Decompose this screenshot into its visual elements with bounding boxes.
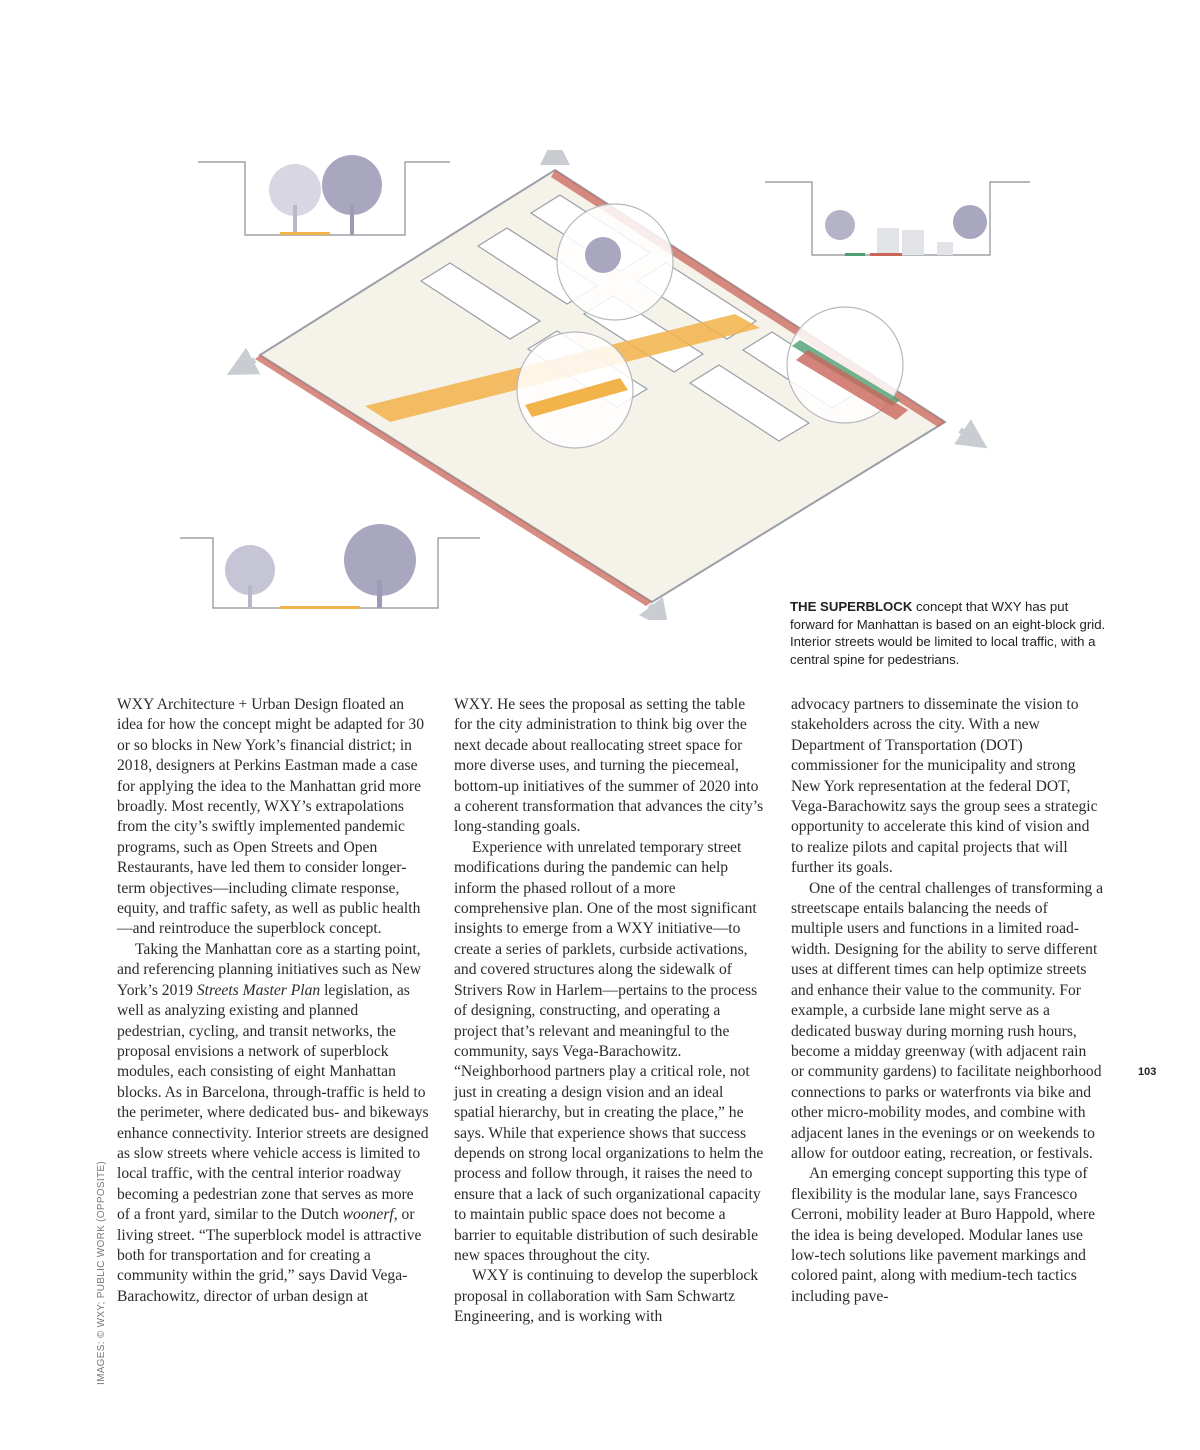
superblock-illustration (180, 150, 1050, 620)
paragraph-text: legislation, as well as analyzing existing and planned pedestrian, cycling, and transit networks, the proposal envisions a network of superblock modules, each consisting of eight Manhattan blocks. As in Barcelona, through-traffic is held to the perimeter, where dedicated bus- and bikeways enhance connectivity. Interior streets are designed as slow streets where vehicle access is limited to local traffic, with the central interior roadway becoming a pedestrian zone that serves as more of a front yard, similar to the Dutch (117, 981, 429, 1224)
text-column-3 (791, 695, 1103, 1307)
paragraph: WXY. He sees the proposal as setting the table for the city administration to think big over the next decade about reallocating street space for more diverse uses, and turning the piecemeal, bottom-up initiatives of the summer of 2020 into a coherent transformation that advances the city’s long-standing goals. (454, 696, 764, 836)
paragraph: One of the central challenges of transforming a streetscape entails balancing the needs of multiple users and functions in a limited road-width. Designing for the ability to serve different uses at different times can help optimize streets and enhance their value to the community. For example, a curbside lane might serve as a dedicated busway during morning rush hours, become a midday greenway (with adjacent rain or community gardens) to facilitate neighborhood connections to parks or waterfronts via bike and other micro-mobility modes, and combine with adjacent lanes in the evenings or on weekends to allow for outdoor eating, recreation, or festivals. (791, 879, 1103, 1162)
italic-title: Streets Master Plan (196, 981, 321, 999)
paragraph (117, 940, 429, 1307)
figure-caption (790, 598, 1110, 668)
paragraph-text: , or living street. “The superblock model is attractive both for transportation and for creating a community within the grid,” says David Vega-Barachowitz, director of urban design at (117, 1206, 422, 1305)
street-section-top-right (765, 182, 1030, 256)
street-section-top-left (198, 155, 450, 235)
street-section-bottom-left (180, 524, 480, 609)
paragraph: WXY Architecture + Urban Design floated an idea for how the concept might be adapted for 30 or so blocks in New York’s financial district; in 2018, designers at Perkins Eastman made a case for applying the idea to the Manhattan grid more broadly. Most recently, WXY’s extrapolations from the city’s swiftly implemented pandemic programs, such as Open Streets and Open Restaurants, have led them to consider longer-term objectives—including climate response, equity, and traffic safety, as well as public health—and reintroduce the superblock concept. (117, 696, 425, 938)
paragraph: An emerging concept supporting this type of flexibility is the modular lane, says Francesco Cerroni, mobility leader at Buro Happold, where the idea is being developed. Modular lanes use low-tech solutions like pavement markings and colored paint, along with medium-tech tactics including pave- (791, 1165, 1095, 1305)
paragraph: Experience with unrelated temporary street modifications during the pandemic can help inform the phased rollout of a more comprehensive plan. One of the most significant insights to emerge from a WXY initiative—to create a series of parklets, curbside activations, and covered structures along the sidewalk of Strivers Row in Harlem—pertains to the process of designing, constructing, and operating a project that’s relevant and meaningful to the community, says Vega-Barachowitz. “Neighborhood partners play a critical role, not just in creating a design vision and an ideal spatial hierarchy, but in creating the place,” he says. While that experience shows that success depends on strong local organizations to helm the process and follow through, it raises the need to ensure that a lack of such organizational capacity to maintain public space does not become a barrier to equitable distribution of such desirable new spaces throughout the city. (454, 838, 764, 1264)
paragraph: advocacy partners to disseminate the vision to stakeholders across the city. With a new Department of Transportation (DOT) commissioner for the municipality and strong New York representation at the federal DOT, Vega-Barachowitz says the group sees a strategic opportunity to accelerate this kind of vision and to realize pilots and capital projects that will further its goals. (791, 696, 1098, 877)
paragraph: WXY is continuing to develop the superblock proposal in collaboration with Sam Schwartz Engineering, and is working with (454, 1267, 759, 1326)
caption-lead: THE SUPERBLOCK (790, 599, 913, 614)
page-number: 103 (1138, 1066, 1157, 1078)
caption-text: concept that WXY has put forward for Manhattan is based on an eight-block grid. Interior streets would be limited to local traffic, with a central spine for pedestrians. (790, 599, 1106, 667)
italic-term: woonerf (342, 1206, 394, 1224)
text-column-2 (454, 695, 766, 1328)
image-credit: IMAGES: © WXY; PUBLIC WORK (OPPOSITE) (96, 1161, 107, 1385)
paragraph-text: Taking the Manhattan core as a starting point, and referencing planning initiatives such as New York’s 2019 (117, 940, 421, 999)
text-column-1 (117, 695, 429, 1307)
